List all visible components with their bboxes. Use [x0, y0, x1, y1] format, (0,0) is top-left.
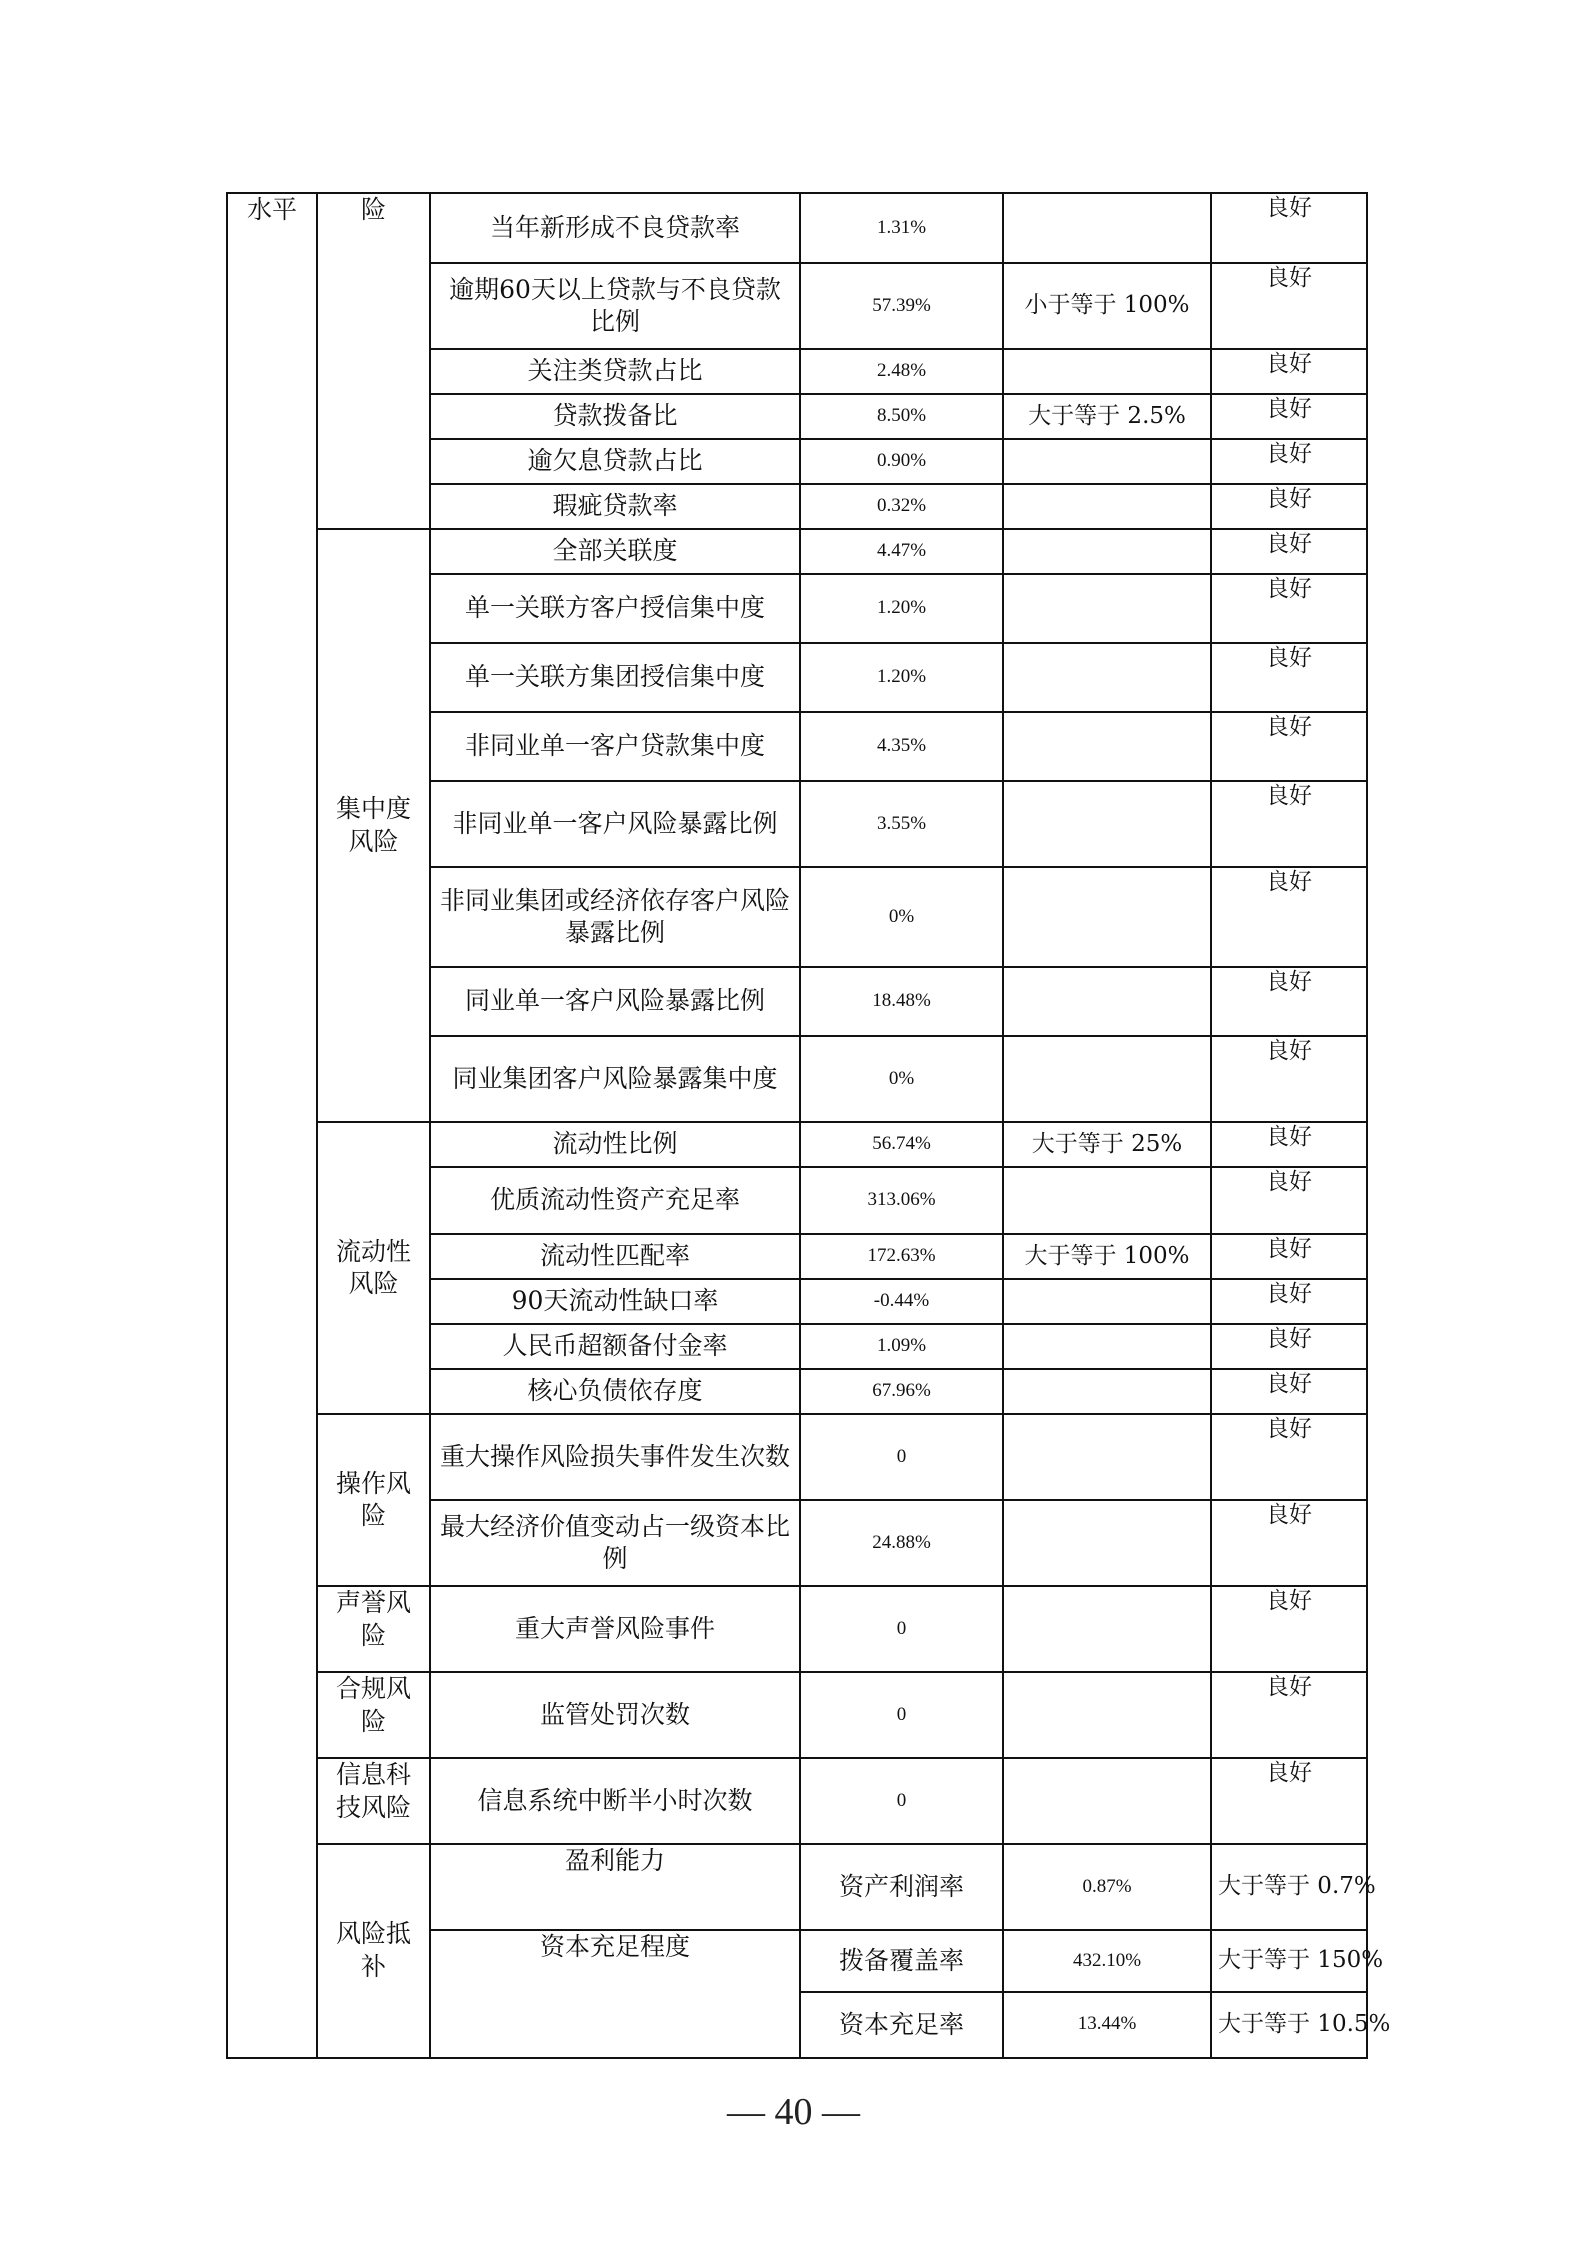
value-cell: 0.90%	[800, 439, 1003, 484]
value-cell: 0	[800, 1758, 1003, 1844]
value-cell: 1.20%	[800, 643, 1003, 712]
risk-type-cell: 流动性风险	[317, 1122, 430, 1414]
result-cell: 良好	[1211, 349, 1367, 394]
value-cell: 24.88%	[800, 1500, 1003, 1586]
result-cell: 良好	[1211, 394, 1367, 439]
value-cell: 18.48%	[800, 967, 1003, 1036]
value-cell: 1.31%	[800, 193, 1003, 263]
value-cell: 0	[800, 1672, 1003, 1758]
standard-cell	[1003, 574, 1211, 643]
value-cell: 0%	[800, 867, 1003, 967]
indicator-cell: 重大声誉风险事件	[430, 1586, 800, 1672]
standard-cell	[1003, 867, 1211, 967]
result-cell: 良好	[1211, 1672, 1367, 1758]
standard-cell	[1003, 1369, 1211, 1414]
indicator-cell: 90天流动性缺口率	[430, 1279, 800, 1324]
category-cell: 水平	[227, 193, 317, 2058]
standard-cell	[1003, 1586, 1211, 1672]
indicator-cell: 流动性匹配率	[430, 1234, 800, 1279]
standard-cell	[1003, 1500, 1211, 1586]
result-cell: 良好	[1211, 1279, 1367, 1324]
result-cell: 良好	[1211, 439, 1367, 484]
standard-cell: 大于等于 100%	[1003, 1234, 1211, 1279]
result-cell: 良好	[1211, 1234, 1367, 1279]
indicator-cell: 信息系统中断半小时次数	[430, 1758, 800, 1844]
value-cell: 56.74%	[800, 1122, 1003, 1167]
indicator-cell: 同业集团客户风险暴露集中度	[430, 1036, 800, 1122]
standard-cell	[1003, 643, 1211, 712]
standard-cell	[1003, 1414, 1211, 1500]
result-cell: 良好	[1211, 193, 1367, 263]
indicator-cell: 全部关联度	[430, 529, 800, 574]
table-row	[227, 529, 1367, 574]
result-cell: 良好	[1211, 643, 1367, 712]
indicator-cell: 逾期60天以上贷款与不良贷款比例	[430, 263, 800, 349]
result-cell: 良好	[1211, 712, 1367, 781]
result-cell: 良好	[1211, 1758, 1367, 1844]
standard-cell: 大于等于 0.7%	[1211, 1844, 1367, 1930]
risk-type-cell: 资本充足程度	[430, 1930, 800, 2058]
table-row	[227, 1586, 1367, 1672]
value-cell: 4.35%	[800, 712, 1003, 781]
indicator-cell: 贷款拨备比	[430, 394, 800, 439]
standard-cell	[1003, 529, 1211, 574]
risk-type-cell: 盈利能力	[430, 1844, 800, 1930]
standard-cell	[1003, 1758, 1211, 1844]
indicator-cell: 拨备覆盖率	[800, 1930, 1003, 1992]
indicator-cell: 优质流动性资产充足率	[430, 1167, 800, 1234]
standard-cell: 小于等于 100%	[1003, 263, 1211, 349]
value-cell: 432.10%	[1003, 1930, 1211, 1992]
risk-type-cell: 声誉风险	[317, 1586, 430, 1672]
value-cell: 172.63%	[800, 1234, 1003, 1279]
indicator-cell: 人民币超额备付金率	[430, 1324, 800, 1369]
result-cell: 良好	[1211, 574, 1367, 643]
indicator-cell: 单一关联方客户授信集中度	[430, 574, 800, 643]
result-cell: 良好	[1211, 781, 1367, 867]
result-cell: 良好	[1211, 529, 1367, 574]
standard-cell: 大于等于 10.5%	[1211, 1992, 1367, 2058]
indicator-cell: 同业单一客户风险暴露比例	[430, 967, 800, 1036]
standard-cell	[1003, 439, 1211, 484]
table-row	[227, 1122, 1367, 1167]
standard-cell	[1003, 1672, 1211, 1758]
value-cell: 67.96%	[800, 1369, 1003, 1414]
value-cell: 313.06%	[800, 1167, 1003, 1234]
result-cell: 良好	[1211, 1036, 1367, 1122]
standard-cell	[1003, 967, 1211, 1036]
indicator-cell: 非同业单一客户风险暴露比例	[430, 781, 800, 867]
value-cell: 0	[800, 1414, 1003, 1500]
indicator-cell: 逾欠息贷款占比	[430, 439, 800, 484]
indicator-cell: 当年新形成不良贷款率	[430, 193, 800, 263]
value-cell: 0%	[800, 1036, 1003, 1122]
indicator-cell: 监管处罚次数	[430, 1672, 800, 1758]
value-cell: 1.09%	[800, 1324, 1003, 1369]
standard-cell: 大于等于 2.5%	[1003, 394, 1211, 439]
risk-type-cell: 操作风险	[317, 1414, 430, 1586]
table-row	[227, 193, 1367, 263]
value-cell: 3.55%	[800, 781, 1003, 867]
indicator-cell: 最大经济价值变动占一级资本比例	[430, 1500, 800, 1586]
indicator-cell: 核心负债依存度	[430, 1369, 800, 1414]
page-number: — 40 —	[727, 2091, 860, 2133]
standard-cell	[1003, 484, 1211, 529]
risk-type-cell: 险	[317, 193, 430, 529]
table-row	[227, 1414, 1367, 1500]
risk-type-cell: 集中度风险	[317, 529, 430, 1122]
value-cell: -0.44%	[800, 1279, 1003, 1324]
indicator-cell: 非同业集团或经济依存客户风险暴露比例	[430, 867, 800, 967]
result-cell: 良好	[1211, 967, 1367, 1036]
standard-cell: 大于等于 150%	[1211, 1930, 1367, 1992]
risk-indicator-table	[226, 192, 1391, 2059]
value-cell: 4.47%	[800, 529, 1003, 574]
value-cell: 57.39%	[800, 263, 1003, 349]
standard-cell: 大于等于 25%	[1003, 1122, 1211, 1167]
standard-cell	[1003, 1036, 1211, 1122]
value-cell: 2.48%	[800, 349, 1003, 394]
category-cell: 风险抵补	[317, 1844, 430, 2058]
value-cell: 0.32%	[800, 484, 1003, 529]
standard-cell	[1003, 1324, 1211, 1369]
result-cell: 良好	[1211, 1414, 1367, 1500]
value-cell: 1.20%	[800, 574, 1003, 643]
indicator-cell: 重大操作风险损失事件发生次数	[430, 1414, 800, 1500]
result-cell: 良好	[1211, 867, 1367, 967]
indicator-cell: 资产利润率	[800, 1844, 1003, 1930]
result-cell: 良好	[1211, 263, 1367, 349]
standard-cell	[1003, 349, 1211, 394]
standard-cell	[1003, 1279, 1211, 1324]
value-cell: 0	[800, 1586, 1003, 1672]
risk-type-cell: 合规风险	[317, 1672, 430, 1758]
table-row	[227, 1844, 1367, 1930]
indicator-cell: 瑕疵贷款率	[430, 484, 800, 529]
result-cell: 良好	[1211, 1500, 1367, 1586]
value-cell: 0.87%	[1003, 1844, 1211, 1930]
value-cell: 8.50%	[800, 394, 1003, 439]
table-row	[227, 1672, 1367, 1758]
standard-cell	[1003, 1167, 1211, 1234]
risk-type-cell: 信息科技风险	[317, 1758, 430, 1844]
indicator-cell: 非同业单一客户贷款集中度	[430, 712, 800, 781]
standard-cell	[1003, 781, 1211, 867]
result-cell: 良好	[1211, 1167, 1367, 1234]
table-row	[227, 1758, 1367, 1844]
result-cell: 良好	[1211, 484, 1367, 529]
standard-cell	[1003, 712, 1211, 781]
value-cell: 13.44%	[1003, 1992, 1211, 2058]
result-cell: 良好	[1211, 1324, 1367, 1369]
indicator-cell: 资本充足率	[800, 1992, 1003, 2058]
indicator-cell: 流动性比例	[430, 1122, 800, 1167]
result-cell: 良好	[1211, 1369, 1367, 1414]
result-cell: 良好	[1211, 1586, 1367, 1672]
standard-cell	[1003, 193, 1211, 263]
result-cell: 良好	[1211, 1122, 1367, 1167]
indicator-cell: 关注类贷款占比	[430, 349, 800, 394]
indicator-cell: 单一关联方集团授信集中度	[430, 643, 800, 712]
